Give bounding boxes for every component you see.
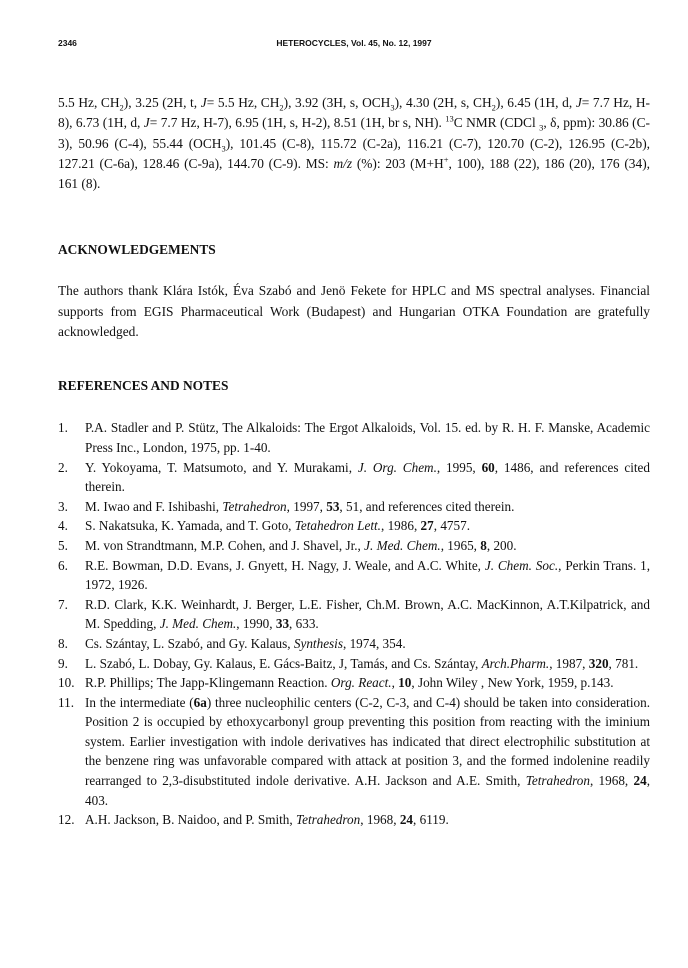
reference-text: Cs. Szántay, L. Szabó, and Gy. Kalaus, Synthesis, 1974, 354. xyxy=(85,635,406,651)
reference-number: 4. xyxy=(58,518,68,534)
reference-text: Y. Yokoyama, T. Matsumoto, and Y. Murakami, J. Org. Chem., 1995, 60, 1486, and references cited therein. xyxy=(85,459,650,495)
reference-text: S. Nakatsuka, K. Yamada, and T. Goto, Tetahedron Lett., 1986, 27, 4757. xyxy=(85,518,470,534)
reference-number: 3. xyxy=(58,498,68,514)
page-body xyxy=(58,93,650,830)
reference-item xyxy=(58,595,650,634)
reference-number: 9. xyxy=(58,655,68,671)
reference-text: P.A. Stadler and P. Stütz, The Alkaloids: The Ergot Alkaloids, Vol. 15. ed. by R. H. F. Manske, Academic Press Inc., London, 1975, pp. 1-40. xyxy=(85,420,650,455)
reference-number: 10. xyxy=(58,675,75,691)
reference-text: M. von Strandtmann, M.P. Cohen, and J. Shavel, Jr., J. Med. Chem., 1965, 8, 200. xyxy=(85,537,517,553)
reference-text: M. Iwao and F. Ishibashi, Tetrahedron, 1997, 53, 51, and references cited therein. xyxy=(85,498,515,514)
reference-item xyxy=(58,673,650,693)
reference-item xyxy=(58,458,650,497)
acknowledgements-text: The authors thank Klára Istók, Éva Szabó and Jenö Fekete for HPLC and MS spectral analyses. Financial supports from EGIS Pharmaceutical Work (Budapest) and Hungarian OTKA Foundation are gratefully acknowledged. xyxy=(58,283,650,340)
reference-text: R.D. Clark, K.K. Weinhardt, J. Berger, L.E. Fisher, Ch.M. Brown, A.C. MacKinnon, A.T.Kilpatrick, and M. Spedding, J. Med. Chem., 1990, 33, 633. xyxy=(85,596,650,632)
reference-text: R.P. Phillips; The Japp-Klingemann Reaction. Org. React., 10, John Wiley , New York, 1959, p.143. xyxy=(85,675,614,691)
spectral-data-paragraph: 5.5 Hz, $CH_2$), 3.25 (2H, t, J= 5.5 Hz, $CH_2$), 3.92 (3H, s, $OCH_3$), 4.30 (2H, s, $CH_2$), 6.45 (1H, d, J= 7.7 Hz, H-8), 6.73 (1H, d, J= 7.7 Hz, H-7), 6.95 (1H, s, H-2), 8.51 (1H, br s, NH). $^{13}$C NMR (CDCl $_3$, δ, ppm): 30.86 (C-3), 50.96 (C-4), 55.44 $(OCH_3)$, 101.45 (C-8), 115.72 (C-2a), 116.21 (C-7), 120.70 (C-2), 126.95 (C-2b), 127.21 (C-6a), 128.46 (C-9a), 144.70 (C-9). MS: m/z (%): 203 (M+H+, 100), 188 (22), 186 (20), 176 (34), 161 (8). xyxy=(58,95,651,192)
reference-text: L. Szabó, L. Dobay, Gy. Kalaus, E. Gács-Baitz, J, Tamás, and Cs. Szántay, Arch.Pharm., 1987, 320, 781. xyxy=(85,655,639,671)
references-heading: REFERENCES AND NOTES xyxy=(58,378,229,394)
reference-number: 1. xyxy=(58,420,68,436)
reference-item xyxy=(58,654,650,674)
page-header xyxy=(58,38,650,52)
acknowledgements-heading: ACKNOWLEDGEMENTS xyxy=(58,242,216,258)
reference-text: In the intermediate (6a) three nucleophilic centers (C-2, C-3, and C-4) should be taken into consideration. Position 2 is occupied by ethoxycarbonyl group preventing this position from reacting with the iminium system. Earlier investigation with indole derivatives has indicated that direct electrophilic substitution at the benzene ring was unfavorable compared with attack at position 3, and the formed indolenine readily rearranged to 2,3-disubstituted indole derivative. A.H. Jackson and A.E. Smith, Tetrahedron, 1968, 24, 403. xyxy=(85,694,650,808)
reference-item xyxy=(58,536,650,556)
reference-text: A.H. Jackson, B. Naidoo, and P. Smith, Tetrahedron, 1968, 24, 6119. xyxy=(85,812,449,828)
reference-item xyxy=(58,556,650,595)
reference-item xyxy=(58,810,650,830)
journal-citation: HETEROCYCLES, Vol. 45, No. 12, 1997 xyxy=(276,38,432,48)
reference-number: 11. xyxy=(58,694,74,710)
references-list xyxy=(58,418,650,829)
reference-text: R.E. Bowman, D.D. Evans, J. Gnyett, H. Nagy, J. Weale, and A.C. White, J. Chem. Soc., Perkin Trans. 1, 1972, 1926. xyxy=(85,557,650,593)
reference-number: 6. xyxy=(58,557,68,573)
reference-number: 8. xyxy=(58,635,68,651)
reference-number: 2. xyxy=(58,459,68,475)
reference-number: 7. xyxy=(58,596,68,612)
reference-number: 5. xyxy=(58,537,68,553)
reference-item xyxy=(58,516,650,536)
reference-item xyxy=(58,497,650,517)
page-number: 2346 xyxy=(58,38,77,48)
reference-item xyxy=(58,634,650,654)
reference-number: 12. xyxy=(58,812,75,828)
reference-item xyxy=(58,693,650,811)
reference-item xyxy=(58,418,650,457)
